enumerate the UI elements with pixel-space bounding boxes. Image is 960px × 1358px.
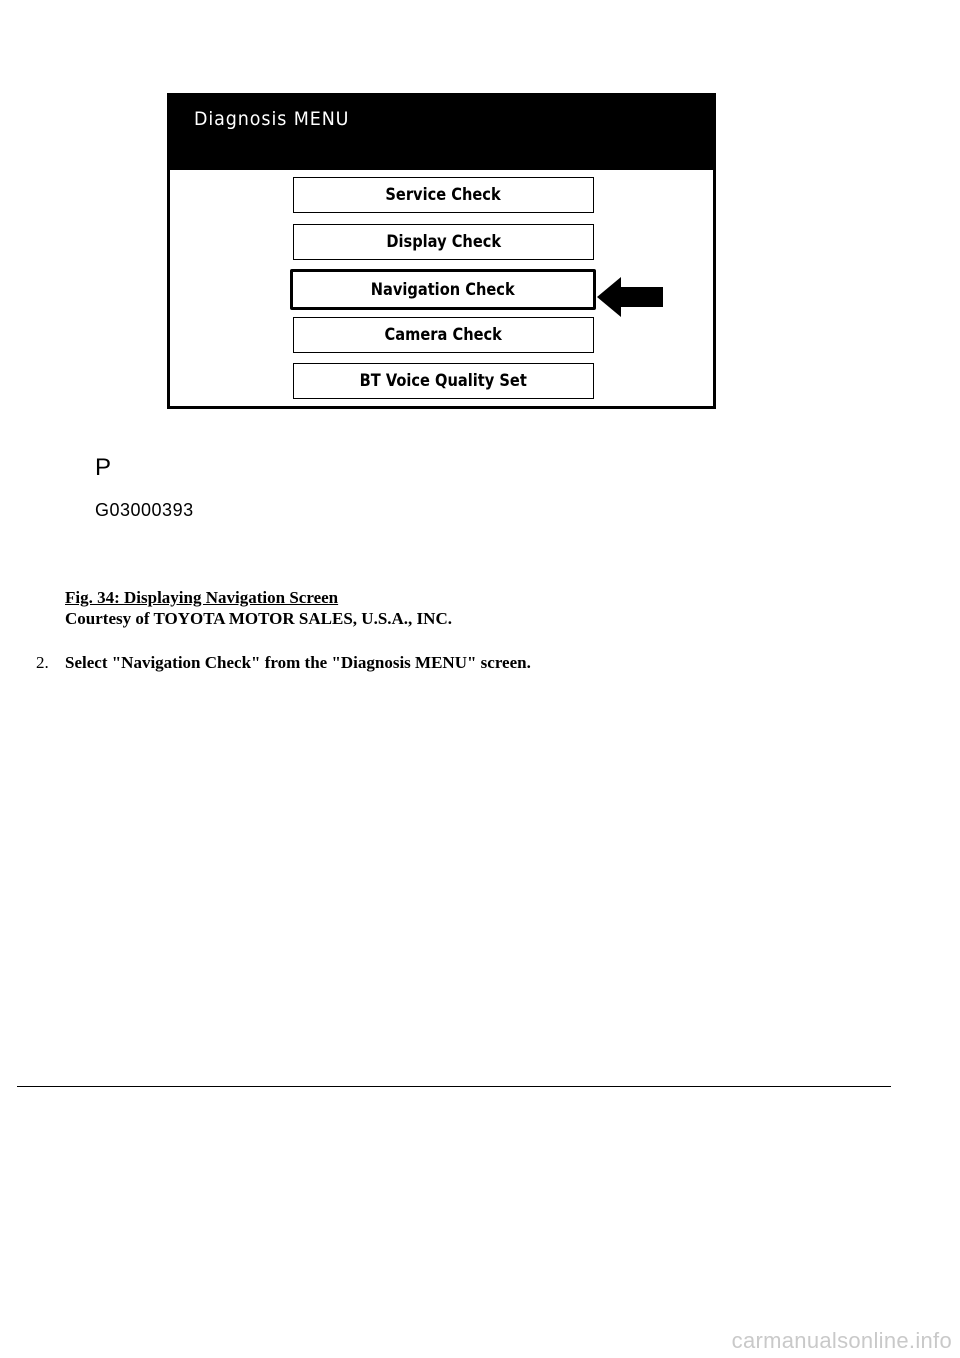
procedure-step (36, 652, 531, 673)
camera-check-button (293, 317, 594, 353)
screen-header (170, 96, 713, 170)
watermark: carmanualsonline.info (731, 1328, 952, 1353)
figure-title-link[interactable]: Fig. 34: Displaying Navigation Screen (65, 588, 339, 607)
bt-voice-quality-set-button (293, 363, 594, 399)
menu-item-label: BT Voice Quality Set (359, 371, 528, 391)
page-divider (17, 1086, 891, 1087)
step-text: Select "Navigation Check" from the "Diagnosis MENU" screen. (65, 653, 531, 672)
figure-caption (65, 587, 452, 629)
navigation-check-button (290, 269, 596, 310)
screen-title: Diagnosis MENU (194, 108, 350, 130)
menu-item-label: Display Check (386, 232, 501, 252)
figure-letter: P (95, 454, 112, 481)
step-number: 2. (36, 653, 49, 672)
display-check-button (293, 224, 594, 260)
diagnosis-menu-screen (167, 93, 716, 409)
menu-item-label: Service Check (385, 185, 502, 205)
figure-code: G03000393 (95, 500, 194, 520)
figure-credit: Courtesy of TOYOTA MOTOR SALES, U.S.A., INC. (65, 609, 452, 628)
pointer-arrow-icon (597, 275, 667, 319)
service-check-button (293, 177, 594, 213)
menu-item-label: Camera Check (384, 325, 503, 345)
menu-item-label: Navigation Check (371, 279, 515, 300)
